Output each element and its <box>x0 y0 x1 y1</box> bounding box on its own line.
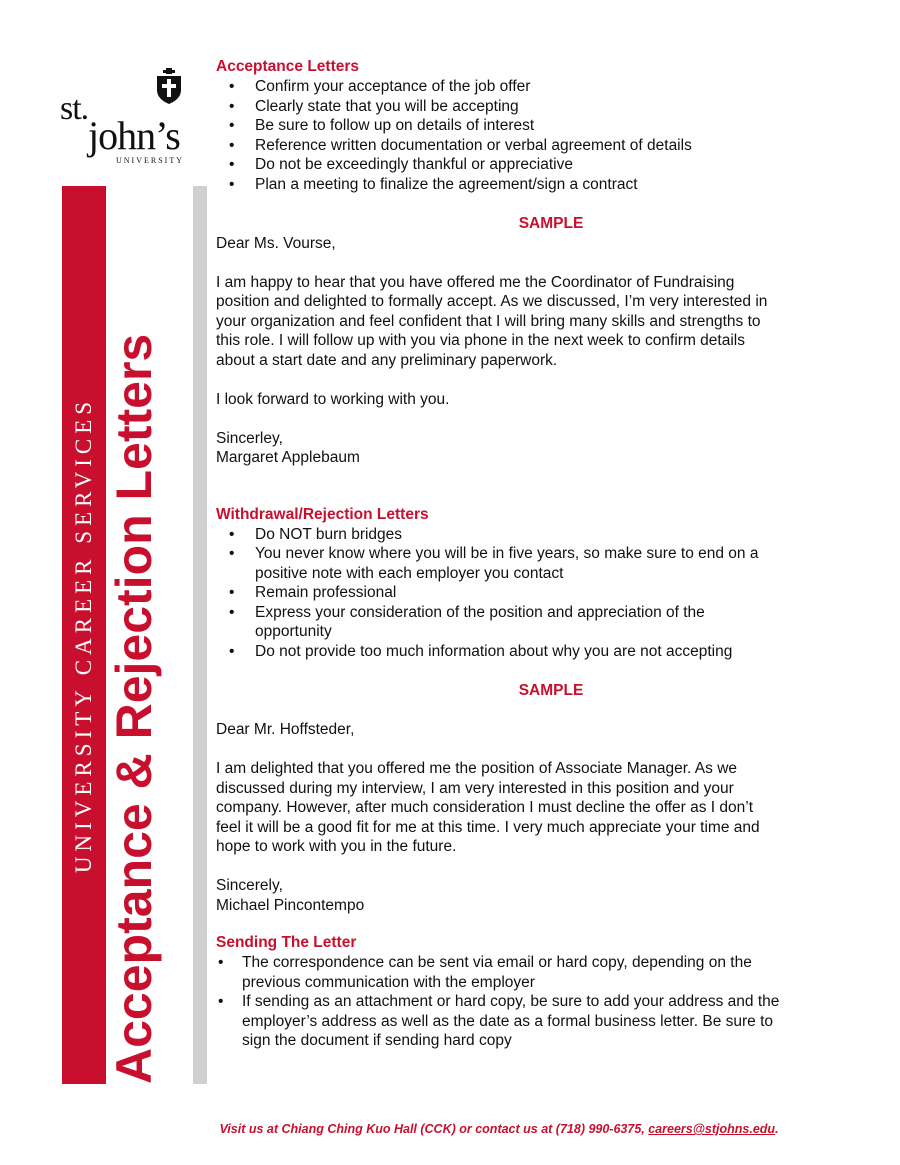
list-item-line: • You never know where you will be in five years, so make sure to end on a <box>255 545 759 562</box>
acceptance-name: Margaret Applebaum <box>216 449 360 466</box>
body-line: discussed during my interview, I am very interested in this position and your <box>216 779 734 797</box>
body-line: hope to work with you in the future. <box>216 838 457 855</box>
body-line: about a start date and any preliminary paperwork. <box>216 351 558 369</box>
list-item-line: • Do NOT burn bridges <box>255 525 403 543</box>
rejection-body <box>216 759 856 857</box>
list-item <box>216 992 856 1051</box>
list-item-line: employer’s address as well as the date as a formal business letter. Be sure to <box>242 1012 774 1030</box>
list-item: • Do not be exceedingly thankful or appreciative <box>216 155 856 175</box>
body-line: your organization and feel confident that I will bring many skills and strengths to <box>216 312 761 330</box>
email-link[interactable]: careers@stjohns.edu <box>648 1122 776 1136</box>
sending-heading: Sending The Letter <box>216 934 357 951</box>
list-item-line: • Remain professional <box>255 584 397 601</box>
body-line: I am happy to hear that you have offered me the Coordinator of Fundraising <box>216 273 735 291</box>
acceptance-heading: Acceptance Letters <box>216 58 360 75</box>
body-line: company. However, after much consideration I must decline the offer as I don’t <box>216 799 754 816</box>
body-line: this role. I will follow up with you via phone in the next week to confirm details <box>216 332 745 349</box>
logo-university: UNIVERSITY <box>116 156 184 165</box>
list-item-line: previous communication with the employer <box>242 973 535 991</box>
rejection-name: Michael Pincontempo <box>216 896 365 914</box>
logo-johns: john’s <box>88 113 180 158</box>
acceptance-salutation: Dear Ms. Vourse, <box>216 234 336 252</box>
university-logo <box>60 64 190 164</box>
page-title: Acceptance & Rejection Letters <box>106 333 162 1084</box>
main-content <box>216 57 856 1051</box>
list-item <box>216 525 856 545</box>
sending-list <box>216 953 856 1051</box>
list-item-line: sign the document if sending hard copy <box>242 1032 512 1049</box>
acceptance-list <box>216 77 856 194</box>
sample-label: SAMPLE <box>518 682 584 699</box>
rejection-signoff: Sincerely, <box>216 877 283 894</box>
list-item-line: • The correspondence can be sent via email or hard copy, depending on the <box>242 954 752 971</box>
list-item <box>216 583 856 603</box>
list-item-line: opportunity <box>255 623 332 640</box>
body-line: position and delighted to formally accept. As we discussed, I’m very interested in <box>216 293 768 310</box>
footer-text: Visit us at Chiang Ching Kuo Hall (CCK) or contact us at (718) 990-6375, <box>219 1122 649 1136</box>
list-item <box>216 642 856 662</box>
list-item: • Be sure to follow up on details of interest <box>216 116 856 136</box>
acceptance-closing-line: I look forward to working with you. <box>216 390 450 408</box>
acceptance-signoff: Sincerley, <box>216 429 283 447</box>
list-item: • Clearly state that you will be accepting <box>216 97 856 117</box>
side-banner-text: UNIVERSITY CAREER SERVICES <box>71 396 96 874</box>
rejection-list <box>216 525 856 662</box>
divider-bar <box>193 186 207 1084</box>
list-item <box>216 544 856 583</box>
list-item: • Plan a meeting to finalize the agreement/sign a contract <box>216 175 856 195</box>
list-item-line: positive note with each employer you contact <box>255 564 564 582</box>
footer-end: . <box>775 1122 779 1136</box>
body-line: feel it will be a good fit for me at this time. I very much appreciate your time and <box>216 818 760 836</box>
list-item <box>216 603 856 642</box>
acceptance-body <box>216 273 856 371</box>
footer <box>0 1122 900 1136</box>
list-item: • Confirm your acceptance of the job offer <box>216 77 856 97</box>
rejection-salutation: Dear Mr. Hoffsteder, <box>216 721 355 738</box>
list-item: • Reference written documentation or verbal agreement of details <box>216 136 856 156</box>
list-item <box>216 953 856 992</box>
list-item-line: • Do not provide too much information about why you are not accepting <box>255 642 733 660</box>
list-item-line: • Express your consideration of the position and appreciation of the <box>255 603 705 621</box>
rejection-heading: Withdrawal/Rejection Letters <box>216 505 429 523</box>
logo-st: st. <box>60 90 89 127</box>
body-line: I am delighted that you offered me the position of Associate Manager. As we <box>216 760 738 777</box>
sample-label: SAMPLE <box>518 215 584 232</box>
list-item-line: • If sending as an attachment or hard copy, be sure to add your address and the <box>242 993 780 1010</box>
shield-cross-icon <box>154 68 184 104</box>
